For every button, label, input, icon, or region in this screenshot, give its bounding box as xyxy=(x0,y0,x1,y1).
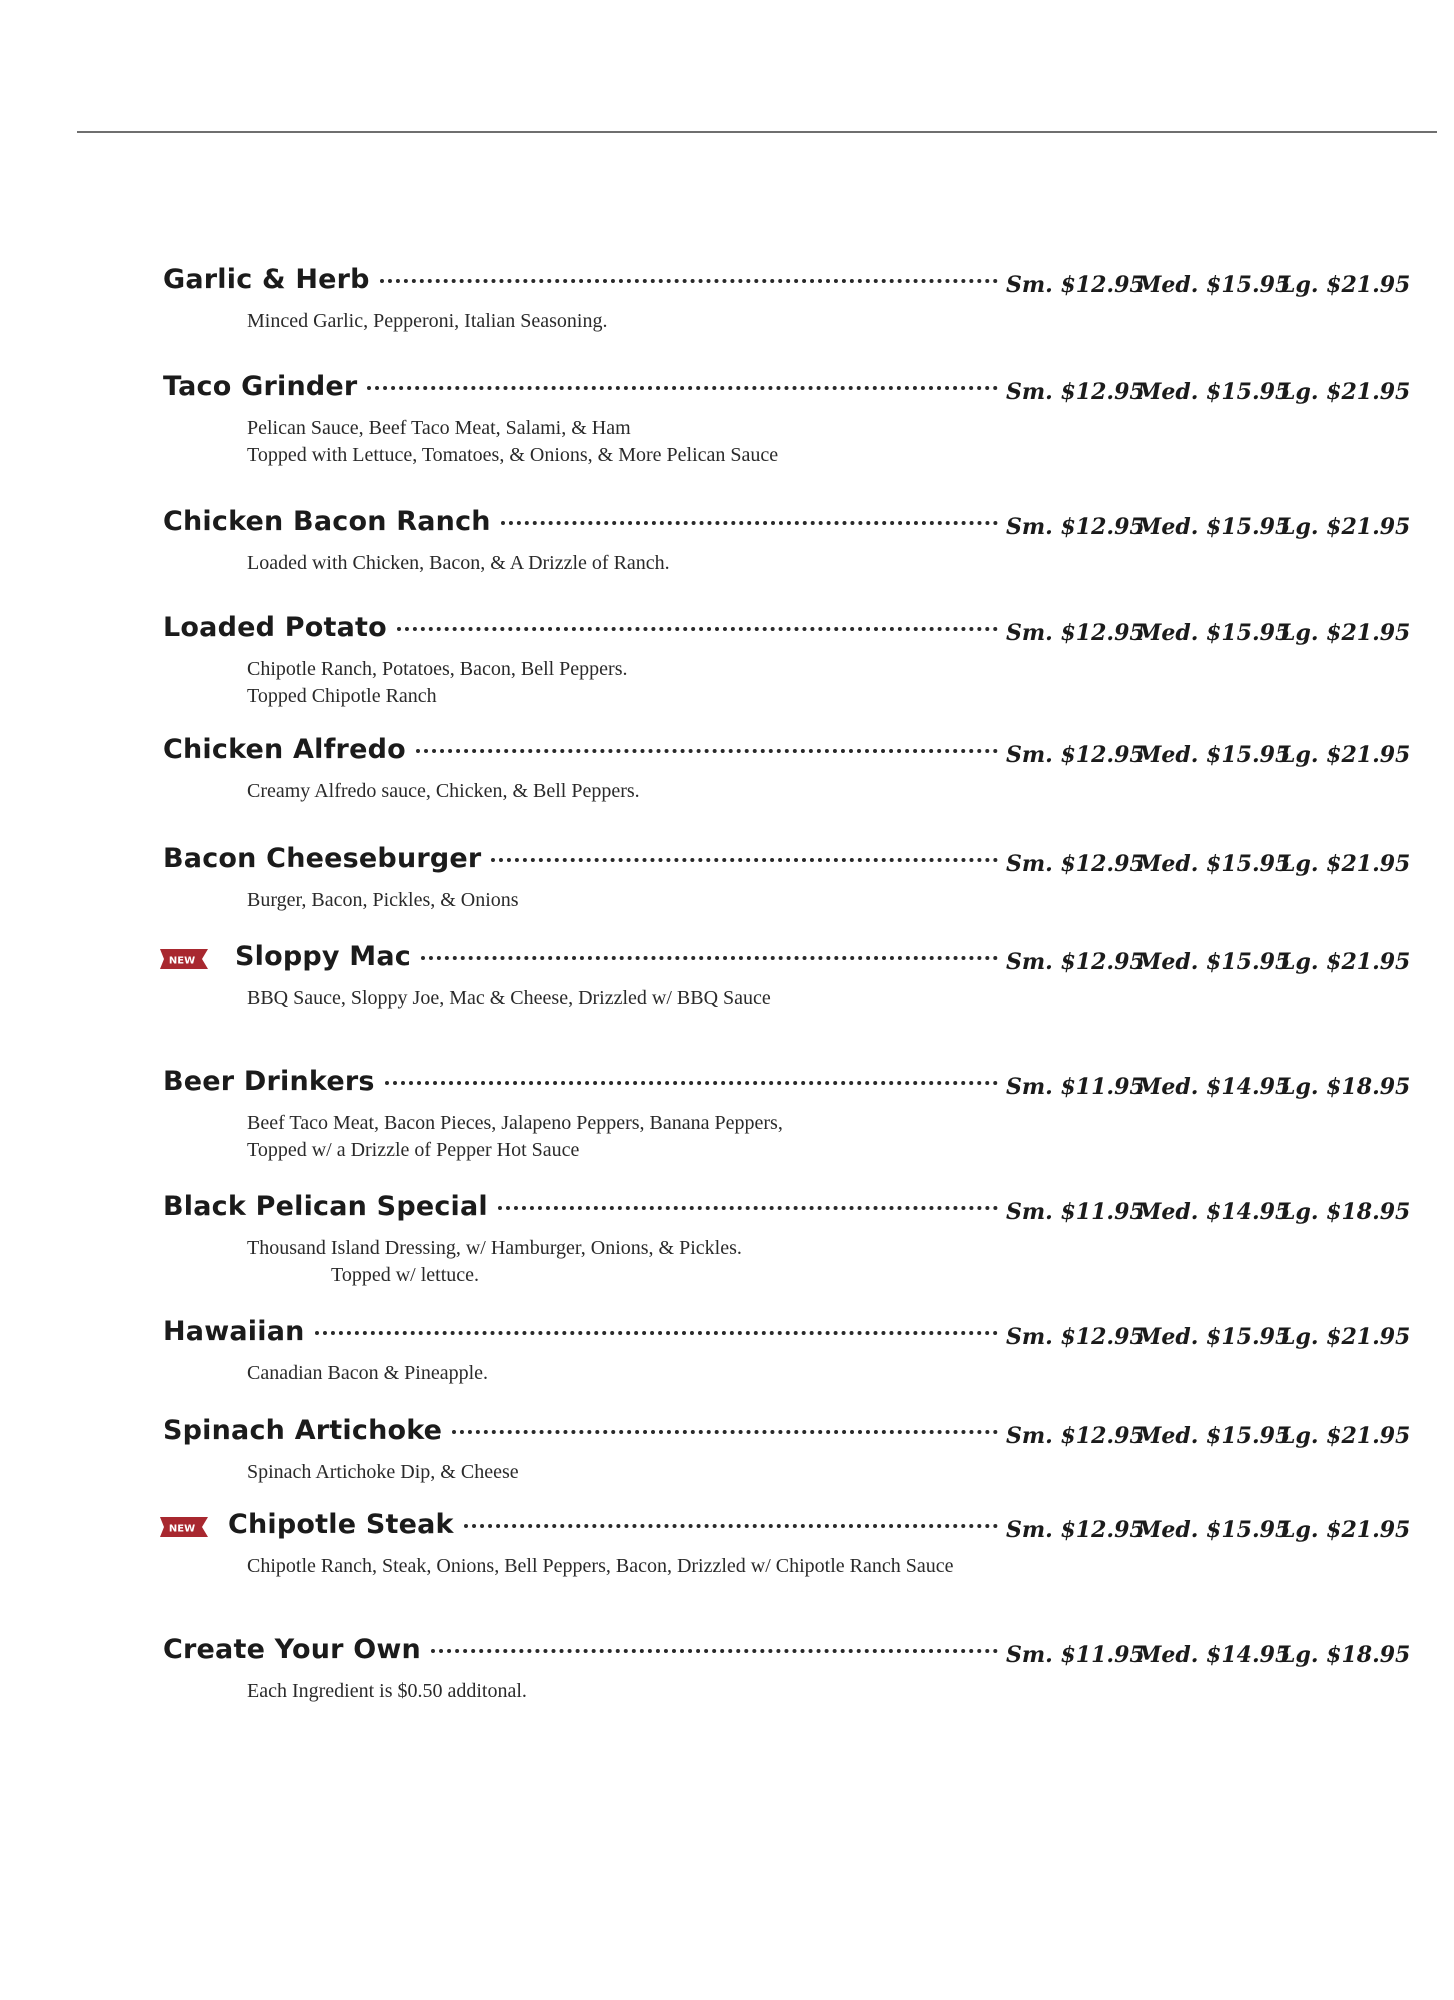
price-medium: Med. $15.95 xyxy=(1137,1324,1291,1350)
description-line: BBQ Sauce, Sloppy Joe, Mac & Cheese, Drizzled w/ BBQ Sauce xyxy=(247,987,771,1009)
dot-leader xyxy=(315,1330,998,1335)
item-prices xyxy=(1006,941,1411,981)
item-header-row xyxy=(163,1509,1411,1549)
item-name-leader xyxy=(163,371,998,411)
item-description xyxy=(247,985,771,1012)
price-medium: Med. $14.95 xyxy=(1137,1199,1291,1225)
item-description xyxy=(247,778,640,805)
price-large: Lg. $21.95 xyxy=(1280,1324,1411,1350)
price-large: Lg. $21.95 xyxy=(1280,379,1411,405)
item-name-leader xyxy=(163,612,998,652)
item-header-row xyxy=(163,264,1411,304)
description-line: Thousand Island Dressing, w/ Hamburger, Onions, & Pickles. xyxy=(247,1237,742,1259)
item-prices xyxy=(1006,264,1411,304)
item-description xyxy=(247,656,628,710)
price-large: Lg. $21.95 xyxy=(1280,949,1411,975)
price-small: Sm. $12.95 xyxy=(1006,851,1145,877)
dot-leader xyxy=(431,1648,998,1653)
item-description xyxy=(247,308,607,335)
item-header-row xyxy=(163,612,1411,652)
description-line: Each Ingredient is $0.50 additonal. xyxy=(247,1680,527,1702)
item-header-row xyxy=(163,371,1411,411)
item-header-row xyxy=(163,1415,1411,1455)
dot-leader xyxy=(491,857,998,862)
price-small: Sm. $12.95 xyxy=(1006,949,1145,975)
price-small: Sm. $12.95 xyxy=(1006,1324,1145,1350)
price-large: Lg. $21.95 xyxy=(1280,1423,1411,1449)
svg-text:NEW: NEW xyxy=(168,1523,196,1535)
price-medium: Med. $15.95 xyxy=(1137,949,1291,975)
item-description xyxy=(247,1110,783,1164)
description-line: Topped Chipotle Ranch xyxy=(247,685,437,707)
item-description xyxy=(247,1553,954,1580)
item-header-row xyxy=(163,1316,1411,1356)
price-large: Lg. $21.95 xyxy=(1280,514,1411,540)
price-large: Lg. $18.95 xyxy=(1280,1074,1411,1100)
description-line: Minced Garlic, Pepperoni, Italian Seasoning. xyxy=(247,310,608,332)
item-name-leader xyxy=(235,941,998,981)
new-ribbon-icon xyxy=(160,949,208,969)
item-prices xyxy=(1006,1191,1411,1231)
price-small: Sm. $12.95 xyxy=(1006,514,1145,540)
item-name-leader xyxy=(163,1634,998,1674)
dot-leader xyxy=(367,385,998,390)
price-medium: Med. $15.95 xyxy=(1137,620,1291,646)
dot-leader xyxy=(464,1523,998,1528)
item-prices xyxy=(1006,1316,1411,1356)
description-line: Beef Taco Meat, Bacon Pieces, Jalapeno Peppers, Banana Peppers, xyxy=(247,1112,783,1134)
item-name-leader xyxy=(163,1415,998,1455)
dot-leader xyxy=(380,278,998,283)
price-small: Sm. $12.95 xyxy=(1006,620,1145,646)
description-line: Loaded with Chicken, Bacon, & A Drizzle of Ranch. xyxy=(247,552,670,574)
price-large: Lg. $21.95 xyxy=(1280,272,1411,298)
item-name: Create Your Own xyxy=(163,1634,421,1665)
item-prices xyxy=(1006,843,1411,883)
item-header-row xyxy=(163,1634,1411,1674)
description-line: Burger, Bacon, Pickles, & Onions xyxy=(247,889,519,911)
price-medium: Med. $15.95 xyxy=(1137,272,1291,298)
description-line: Creamy Alfredo sauce, Chicken, & Bell Peppers. xyxy=(247,780,640,802)
description-line: Spinach Artichoke Dip, & Cheese xyxy=(247,1461,519,1483)
price-large: Lg. $21.95 xyxy=(1280,851,1411,877)
price-medium: Med. $15.95 xyxy=(1137,851,1291,877)
description-line: Topped w/ a Drizzle of Pepper Hot Sauce xyxy=(247,1139,580,1161)
price-medium: Med. $15.95 xyxy=(1137,514,1291,540)
dot-leader xyxy=(421,955,998,960)
item-description xyxy=(247,1235,742,1289)
price-small: Sm. $11.95 xyxy=(1006,1199,1145,1225)
item-prices xyxy=(1006,1509,1411,1549)
dot-leader xyxy=(501,520,998,525)
item-name: Chipotle Steak xyxy=(228,1509,454,1540)
price-small: Sm. $12.95 xyxy=(1006,1517,1145,1543)
item-header-row xyxy=(163,1191,1411,1231)
item-header-row xyxy=(163,843,1411,883)
description-line: Topped with Lettuce, Tomatoes, & Onions, & More Pelican Sauce xyxy=(247,444,779,466)
price-small: Sm. $12.95 xyxy=(1006,272,1145,298)
item-description xyxy=(247,1360,488,1387)
price-large: Lg. $21.95 xyxy=(1280,742,1411,768)
svg-text:NEW: NEW xyxy=(168,955,196,967)
item-header-row xyxy=(163,506,1411,546)
price-large: Lg. $18.95 xyxy=(1280,1642,1411,1668)
item-name: Hawaiian xyxy=(163,1316,305,1347)
item-name: Black Pelican Special xyxy=(163,1191,488,1222)
price-small: Sm. $12.95 xyxy=(1006,379,1145,405)
item-name: Chicken Bacon Ranch xyxy=(163,506,491,537)
item-prices xyxy=(1006,734,1411,774)
item-prices xyxy=(1006,506,1411,546)
price-large: Lg. $21.95 xyxy=(1280,620,1411,646)
item-name: Sloppy Mac xyxy=(235,941,411,972)
description-line: Pelican Sauce, Beef Taco Meat, Salami, & Ham xyxy=(247,417,631,439)
item-name-leader xyxy=(163,1066,998,1106)
price-medium: Med. $15.95 xyxy=(1137,742,1291,768)
dot-leader xyxy=(416,748,998,753)
item-name: Taco Grinder xyxy=(163,371,358,402)
item-name: Bacon Cheeseburger xyxy=(163,843,482,874)
item-name-leader xyxy=(163,843,998,883)
new-ribbon-icon xyxy=(160,1517,208,1537)
dot-leader xyxy=(385,1080,998,1085)
price-large: Lg. $21.95 xyxy=(1280,1517,1411,1543)
item-name-leader xyxy=(163,1191,998,1231)
item-prices xyxy=(1006,1415,1411,1455)
item-header-row xyxy=(163,1066,1411,1106)
item-name-leader xyxy=(163,734,998,774)
description-line: Chipotle Ranch, Potatoes, Bacon, Bell Peppers. xyxy=(247,658,628,680)
item-description xyxy=(247,1678,527,1705)
item-name-leader xyxy=(163,506,998,546)
item-prices xyxy=(1006,371,1411,411)
item-name: Chicken Alfredo xyxy=(163,734,406,765)
item-name-leader xyxy=(163,264,998,304)
price-large: Lg. $18.95 xyxy=(1280,1199,1411,1225)
item-name: Garlic & Herb xyxy=(163,264,370,295)
item-description xyxy=(247,550,670,577)
description-line: Canadian Bacon & Pineapple. xyxy=(247,1362,489,1384)
item-name: Loaded Potato xyxy=(163,612,387,643)
item-name: Spinach Artichoke xyxy=(163,1415,443,1446)
price-medium: Med. $14.95 xyxy=(1137,1642,1291,1668)
item-name-leader xyxy=(228,1509,998,1549)
price-medium: Med. $15.95 xyxy=(1137,1423,1291,1449)
item-description xyxy=(247,415,778,469)
item-description xyxy=(247,1459,519,1486)
dot-leader xyxy=(397,626,998,631)
dot-leader xyxy=(452,1429,998,1434)
price-small: Sm. $12.95 xyxy=(1006,1423,1145,1449)
price-medium: Med. $15.95 xyxy=(1137,1517,1291,1543)
item-name: Beer Drinkers xyxy=(163,1066,375,1097)
item-header-row xyxy=(163,941,1411,981)
description-line: Topped w/ lettuce. xyxy=(331,1264,479,1286)
item-name-leader xyxy=(163,1316,998,1356)
item-prices xyxy=(1006,612,1411,652)
description-line: Chipotle Ranch, Steak, Onions, Bell Peppers, Bacon, Drizzled w/ Chipotle Ranch Sauce xyxy=(247,1555,954,1577)
item-description xyxy=(247,887,519,914)
item-prices xyxy=(1006,1634,1411,1674)
price-medium: Med. $14.95 xyxy=(1137,1074,1291,1100)
dot-leader xyxy=(498,1205,998,1210)
price-medium: Med. $15.95 xyxy=(1137,379,1291,405)
item-header-row xyxy=(163,734,1411,774)
price-small: Sm. $11.95 xyxy=(1006,1074,1145,1100)
price-small: Sm. $12.95 xyxy=(1006,742,1145,768)
item-prices xyxy=(1006,1066,1411,1106)
price-small: Sm. $11.95 xyxy=(1006,1642,1145,1668)
